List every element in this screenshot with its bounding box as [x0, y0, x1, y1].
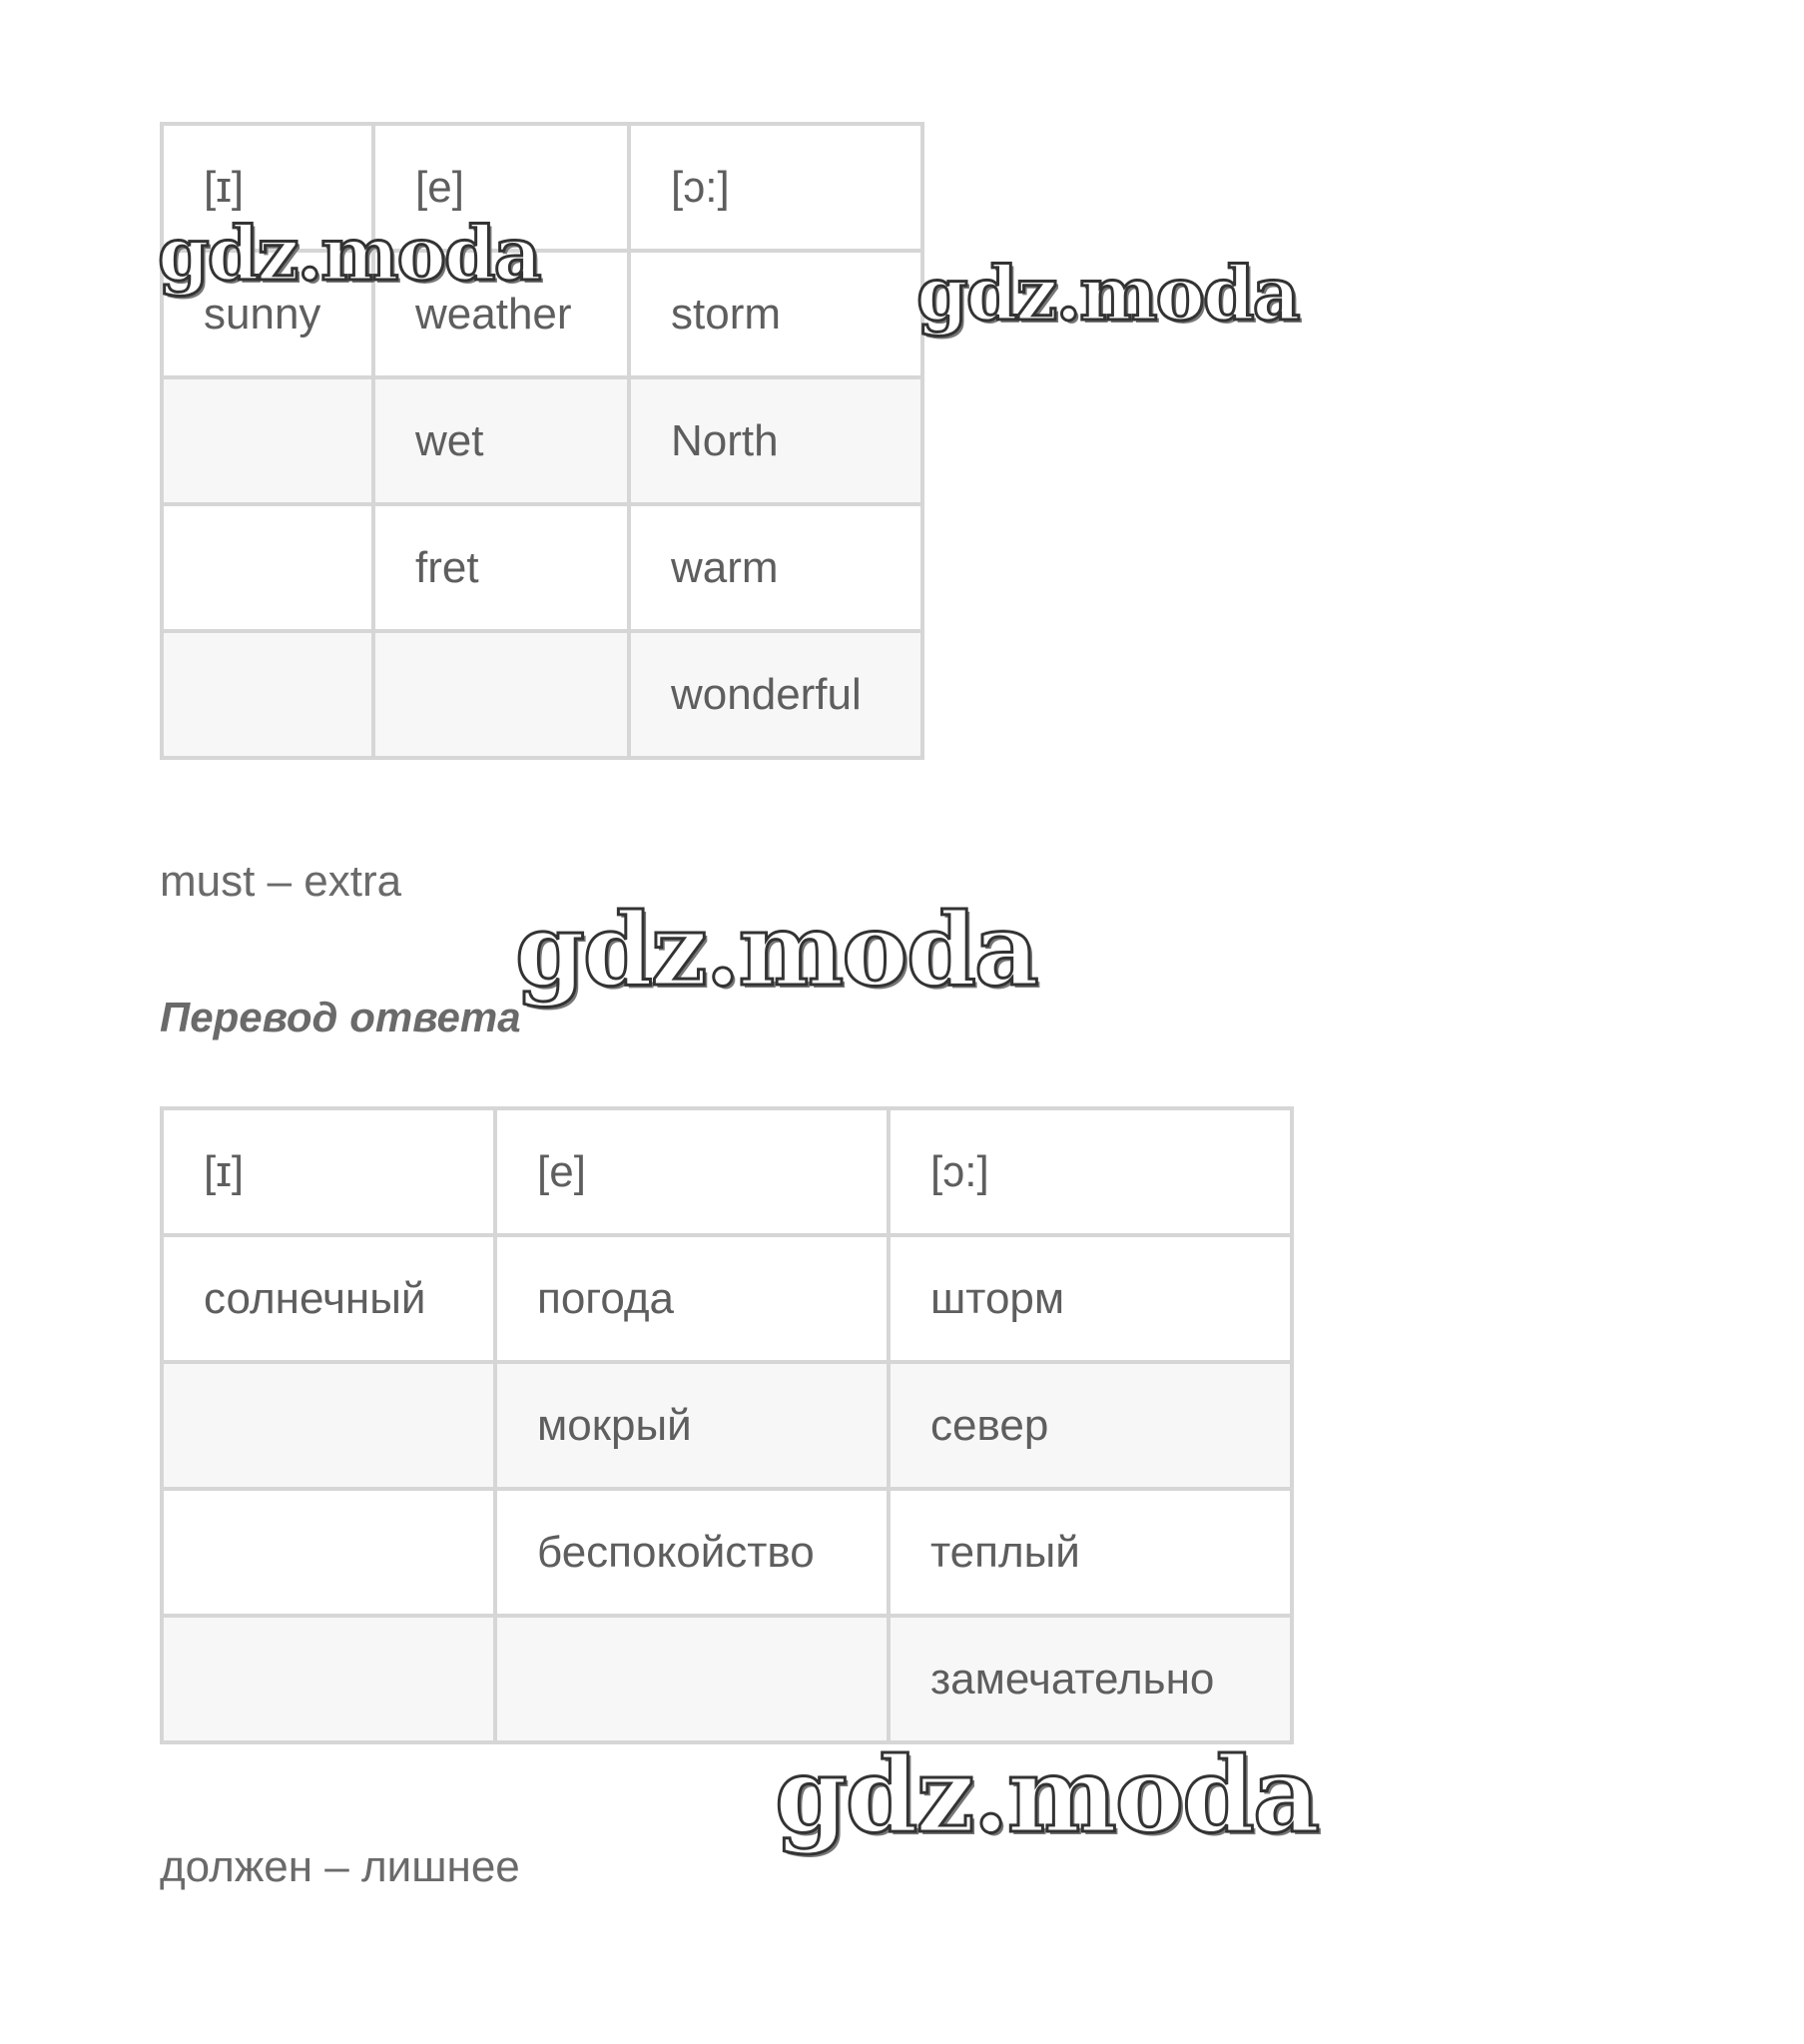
table-cell: теплый [889, 1489, 1292, 1616]
table-cell [162, 1489, 495, 1616]
table-cell: weather [373, 251, 629, 377]
header-cell-i: [ɪ] [162, 1108, 495, 1235]
table-cell [495, 1616, 889, 1742]
watermark: gdz.moda [158, 212, 540, 298]
table-cell [373, 631, 629, 758]
table-cell: замечательно [889, 1616, 1292, 1742]
watermark: gdz.moda [775, 1733, 1319, 1856]
table-cell [162, 377, 373, 504]
header-cell-o: [ɔ:] [629, 124, 922, 251]
table-cell: fret [373, 504, 629, 631]
table-row [162, 631, 922, 758]
table-cell: солнечный [162, 1235, 495, 1362]
extra-word-note-english: must – extra [160, 857, 402, 906]
table-cell: север [889, 1362, 1292, 1489]
table-cell: storm [629, 251, 922, 377]
table-cell: погода [495, 1235, 889, 1362]
table-cell [162, 504, 373, 631]
table-row [162, 1235, 1292, 1362]
table-header-row [162, 1108, 1292, 1235]
header-cell-e: [e] [373, 124, 629, 251]
watermark: gdz.moda [515, 891, 1037, 1009]
table-cell: North [629, 377, 922, 504]
table-cell [162, 631, 373, 758]
table-cell: wonderful [629, 631, 922, 758]
table-cell: warm [629, 504, 922, 631]
header-cell-i: [ɪ] [162, 124, 373, 251]
table-cell [162, 1616, 495, 1742]
header-cell-o: [ɔ:] [889, 1108, 1292, 1235]
table-cell: шторм [889, 1235, 1292, 1362]
header-cell-e: [e] [495, 1108, 889, 1235]
translation-heading: Перевод ответа [160, 994, 521, 1040]
table-cell: мокрый [495, 1362, 889, 1489]
table-row [162, 377, 922, 504]
table-cell: беспокойство [495, 1489, 889, 1616]
table-row [162, 1616, 1292, 1742]
extra-word-note-russian: должен – лишнее [160, 1842, 520, 1891]
phonetics-table-russian [160, 1106, 1294, 1744]
table-row [162, 504, 922, 631]
table-cell: wet [373, 377, 629, 504]
table-row [162, 1362, 1292, 1489]
table-row [162, 1489, 1292, 1616]
watermark: gdz.moda [916, 252, 1299, 338]
table-cell [162, 1362, 495, 1489]
table-cell: sunny [162, 251, 373, 377]
